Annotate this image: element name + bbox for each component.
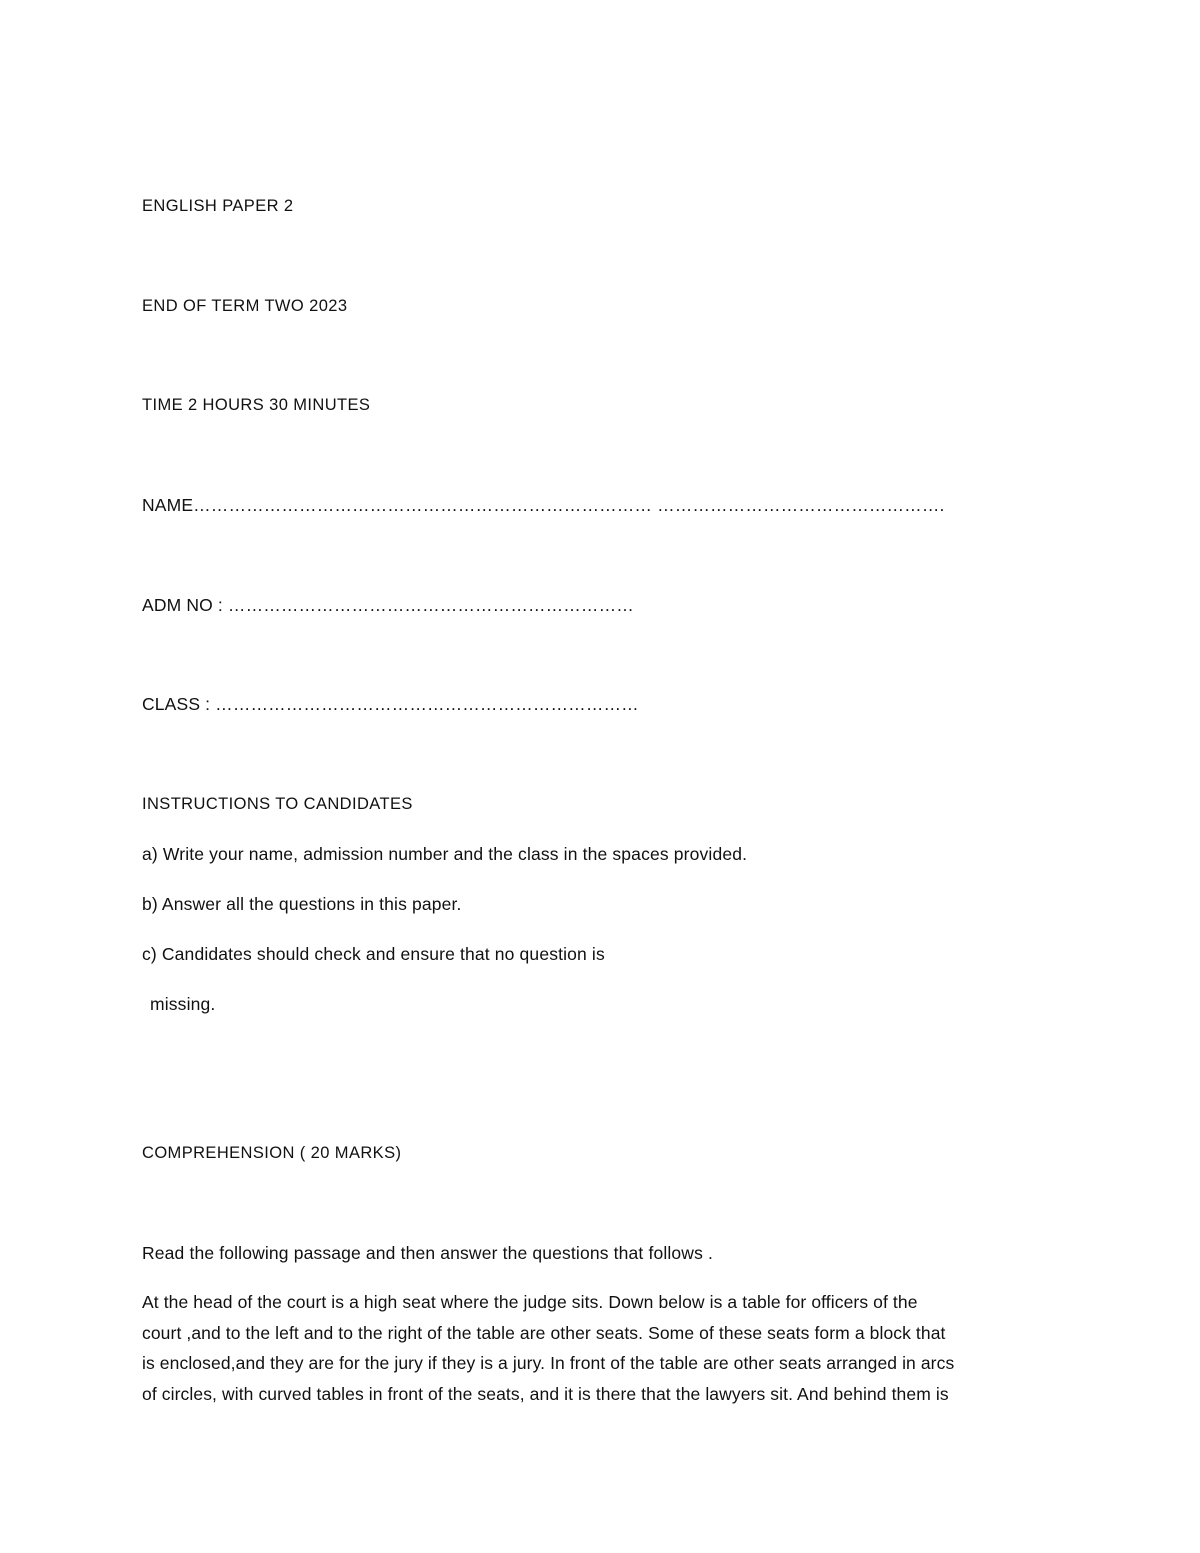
passage-line: court ,and to the left and to the right of the table are other seats. Some of these seats form a block that <box>142 1322 946 1343</box>
instruction-item: b) Answer all the questions in this paper. <box>142 894 462 914</box>
name-field: NAME…………………………………………………………………… …………………………………………. <box>142 495 945 515</box>
passage-line: At the head of the court is a high seat where the judge sits. Down below is a table for officers of the <box>142 1292 918 1312</box>
instructions-heading: INSTRUCTIONS TO CANDIDATES <box>142 795 413 813</box>
instruction-item: c) Candidates should check and ensure that no question is <box>142 944 605 964</box>
exam-term: END OF TERM TWO 2023 <box>142 297 348 315</box>
comprehension-passage <box>142 1287 1072 1409</box>
comprehension-heading: COMPREHENSION ( 20 MARKS) <box>142 1144 402 1162</box>
adm-no-field: ADM NO : …………………………………………………………… <box>142 595 634 615</box>
comprehension-prompt: Read the following passage and then answer the questions that follows . <box>142 1243 714 1263</box>
class-field: CLASS : ……………………………………………………………… <box>142 694 639 714</box>
instruction-item-continuation: missing. <box>150 994 216 1014</box>
paper-title: ENGLISH PAPER 2 <box>142 197 294 215</box>
exam-time: TIME 2 HOURS 30 MINUTES <box>142 396 371 414</box>
passage-line: is enclosed,and they are for the jury if they is a jury. In front of the table are other seats arranged in arcs <box>142 1353 955 1373</box>
instruction-item: a) Write your name, admission number and the class in the spaces provided. <box>142 844 748 864</box>
passage-line: of circles, with curved tables in front of the seats, and it is there that the lawyers sit. And behind them is <box>142 1383 949 1404</box>
